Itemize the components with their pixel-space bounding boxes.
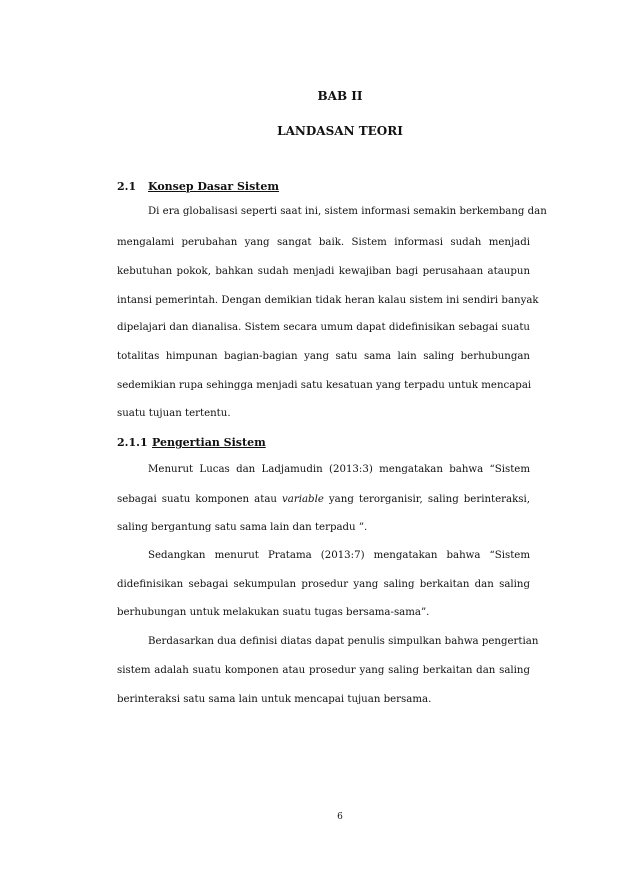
paragraph-line: sedemikian rupa sehingga menjadi satu kesatuan yang terpadu untuk mencapai: [117, 380, 532, 391]
paragraph-line: saling bergantung satu sama lain dan terpadu ”.: [117, 522, 368, 533]
paragraph-line: berinteraksi satu sama lain untuk mencapai tujuan bersama.: [117, 694, 432, 705]
paragraph-line: suatu tujuan tertentu.: [117, 408, 231, 419]
page-number: 6: [337, 812, 343, 822]
paragraph-line: mengalami perubahan yang sangat baik. Sistem informasi sudah menjadi: [117, 237, 530, 248]
paragraph-line: dipelajari dan dianalisa. Sistem secara umum dapat didefinisikan sebagai suatu: [117, 322, 530, 333]
italic-term: variable: [282, 494, 324, 505]
text-run: yang terorganisir, saling berinteraksi,: [323, 494, 530, 505]
section-title: Konsep Dasar Sistem: [148, 180, 280, 193]
paragraph-line: kebutuhan pokok, bahkan sudah menjadi kewajiban bagi perusahaan ataupun: [117, 266, 530, 277]
paragraph-line: intansi pemerintah. Dengan demikian tidak heran kalau sistem ini sendiri banyak: [117, 295, 539, 306]
paragraph-line: didefinisikan sebagai sekumpulan prosedur yang saling berkaitan dan saling: [117, 579, 530, 590]
subsection-title: Pengertian Sistem: [152, 436, 266, 449]
paragraph-line: [117, 494, 530, 505]
paragraph-line: Di era globalisasi seperti saat ini, sistem informasi semakin berkembang dan: [148, 206, 547, 217]
paragraph-line: berhubungan untuk melakukan suatu tugas bersama-sama”.: [117, 607, 430, 618]
section-number: 2.1: [117, 180, 137, 193]
text-run: sebagai suatu komponen atau: [117, 494, 283, 505]
paragraph-line: Berdasarkan dua definisi diatas dapat penulis simpulkan bahwa pengertian: [148, 636, 539, 647]
chapter-label: BAB II: [317, 89, 363, 103]
paragraph-line: Sedangkan menurut Pratama (2013:7) mengatakan bahwa “Sistem: [148, 550, 530, 561]
chapter-title: LANDASAN TEORI: [277, 124, 403, 138]
subsection-number: 2.1.1: [117, 436, 148, 449]
paragraph-line: totalitas himpunan bagian-bagian yang satu sama lain saling berhubungan: [117, 351, 530, 362]
paragraph-line: Menurut Lucas dan Ladjamudin (2013:3) mengatakan bahwa “Sistem: [148, 464, 530, 475]
paragraph-line: sistem adalah suatu komponen atau prosedur yang saling berkaitan dan saling: [117, 665, 530, 676]
